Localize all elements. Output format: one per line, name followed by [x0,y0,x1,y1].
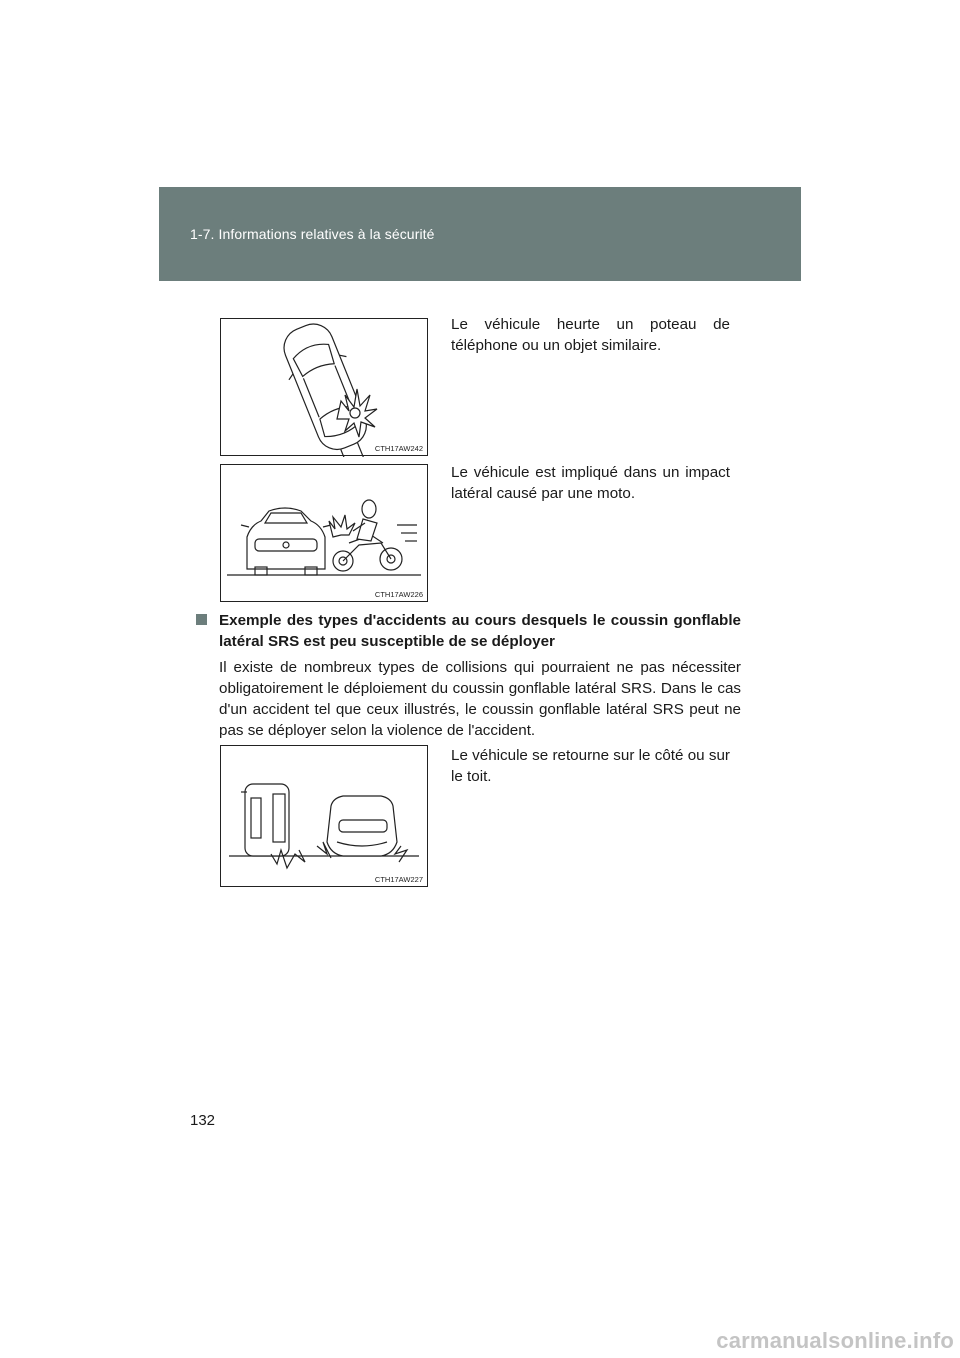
section-body: Il existe de nombreux types de collisions qui pourraient ne pas nécessiter obligatoirement le déploiement du coussin gonflable latéral SRS. Dans le cas d'un accident tel que ceux illustrés, le coussin gonflable latéral SRS peut ne pas se déployer selon la violence de l'accident. [219,659,741,739]
motorcycle-impact-illustration [221,465,429,603]
figure-pole-impact [220,318,428,456]
figure-code: CTH17AW226 [374,590,423,599]
figure-motorcycle-impact [220,464,428,602]
figure-caption: Le véhicule heurte un poteau de téléphone ou un objet similaire. [451,316,730,354]
figure-caption: Le véhicule est impliqué dans un impact latéral causé par une moto. [451,464,730,502]
figure-caption: Le véhicule se retourne sur le côté ou sur le toit. [451,747,730,785]
bullet-square [196,614,207,625]
pole-impact-illustration [221,319,429,457]
figure-code: CTH17AW242 [374,444,423,453]
figure-code: CTH17AW227 [374,875,423,884]
section-title: 1-7. Informations relatives à la sécurité [190,226,435,242]
section-heading-text: Exemple des types d'accidents au cours desquels le coussin gonflable latéral SRS est peu susceptible de se déployer [219,612,741,650]
figure-rollover [220,745,428,887]
watermark: carmanualsonline.info [716,1328,954,1353]
page-number: 132 [190,1112,216,1129]
rollover-illustration [221,746,429,888]
